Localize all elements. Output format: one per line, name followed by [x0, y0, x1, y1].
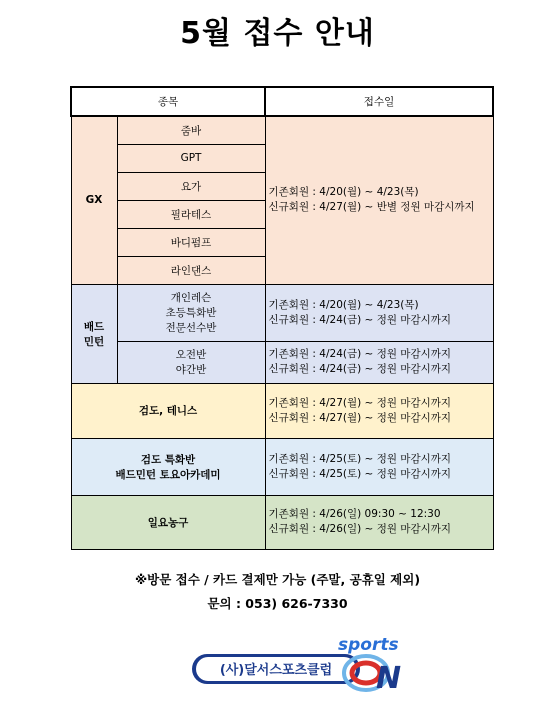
category-gx: GX: [71, 116, 117, 284]
logo-sports-text: sports: [338, 636, 399, 655]
badminton-item-morning: 오전반: [175, 349, 207, 361]
notice-text: ※방문 접수 / 카드 결제만 가능 (주말, 공휴일 제외): [134, 572, 421, 587]
gx-existing: 기존회원 : 4/20(월) ~ 4/23(목): [268, 186, 419, 199]
badminton-row1-new: 신규회원 : 4/24(금) ~ 정원 마감시까지: [268, 313, 452, 326]
weekend-dates: [265, 438, 493, 495]
page-title: 5월 접수 안내: [180, 16, 375, 51]
gx-dates: [265, 116, 493, 284]
logo-on-text: N: [376, 661, 402, 696]
sunday-dates: [265, 495, 493, 549]
gx-item-yoga: 요가: [117, 172, 265, 200]
sunday-new: 신규회원 : 4/26(일) ~ 정원 마감시까지: [268, 523, 452, 535]
kendo-existing: 기존회원 : 4/27(월) ~ 정원 마감시까지: [268, 396, 452, 409]
kendo-dates: [265, 383, 493, 438]
gx-item-gpt: GPT: [117, 144, 265, 172]
logo-org-name: (사)달서스포츠클럽: [219, 663, 333, 678]
badminton-item-private: 개인레슨: [170, 292, 212, 304]
gx-item-pilates: 필라테스: [117, 200, 265, 228]
badminton-row2-new: 신규회원 : 4/24(금) ~ 정원 마감시까지: [268, 363, 452, 375]
weekend-existing: 기존회원 : 4/25(토) ~ 정원 마감시까지: [268, 452, 452, 465]
badminton-row2-existing: 기존회원 : 4/24(금) ~ 정원 마감시까지: [268, 348, 452, 360]
header-period: 접수일: [265, 87, 493, 116]
badminton-row1-items: [117, 284, 265, 341]
category-weekend: [71, 438, 265, 495]
badminton-label-1: 배드: [83, 320, 105, 333]
registration-table: [70, 86, 494, 550]
sunday-existing: 기존회원 : 4/26(일) 09:30 ~ 12:30: [268, 508, 441, 520]
badminton-row1-existing: 기존회원 : 4/20(월) ~ 4/23(목): [268, 298, 419, 311]
badminton-row2-items: [117, 341, 265, 383]
category-kendo-tennis: 검도, 테니스: [71, 383, 265, 438]
club-logo: [188, 636, 418, 696]
badminton-item-pro: 전문선수반: [165, 322, 217, 334]
category-sunday-basketball: 일요농구: [71, 495, 265, 549]
weekend-label-2: 배드민턴 토요아카데미: [115, 468, 221, 481]
header-category: 종목: [71, 87, 265, 116]
gx-item-linedance: 라인댄스: [117, 256, 265, 284]
badminton-label-2: 민턴: [83, 335, 105, 348]
gx-item-bodypump: 바디펌프: [117, 228, 265, 256]
category-badminton: [71, 284, 117, 383]
weekend-new: 신규회원 : 4/25(토) ~ 정원 마감시까지: [268, 467, 452, 480]
badminton-row2-dates: [265, 341, 493, 383]
contact-text: 문의 : 053) 626-7330: [207, 596, 348, 611]
badminton-item-evening: 야간반: [175, 364, 207, 376]
gx-item-zumba: 줌바: [117, 116, 265, 144]
weekend-label-1: 검도 특화반: [140, 453, 196, 466]
kendo-new: 신규회원 : 4/27(월) ~ 정원 마감시까지: [268, 411, 452, 424]
table-header-row: [71, 87, 493, 116]
gx-new: 신규회원 : 4/27(월) ~ 반별 정원 마감시까지: [268, 201, 475, 214]
badminton-row1-dates: [265, 284, 493, 341]
badminton-item-elementary: 초등특화반: [165, 307, 217, 319]
